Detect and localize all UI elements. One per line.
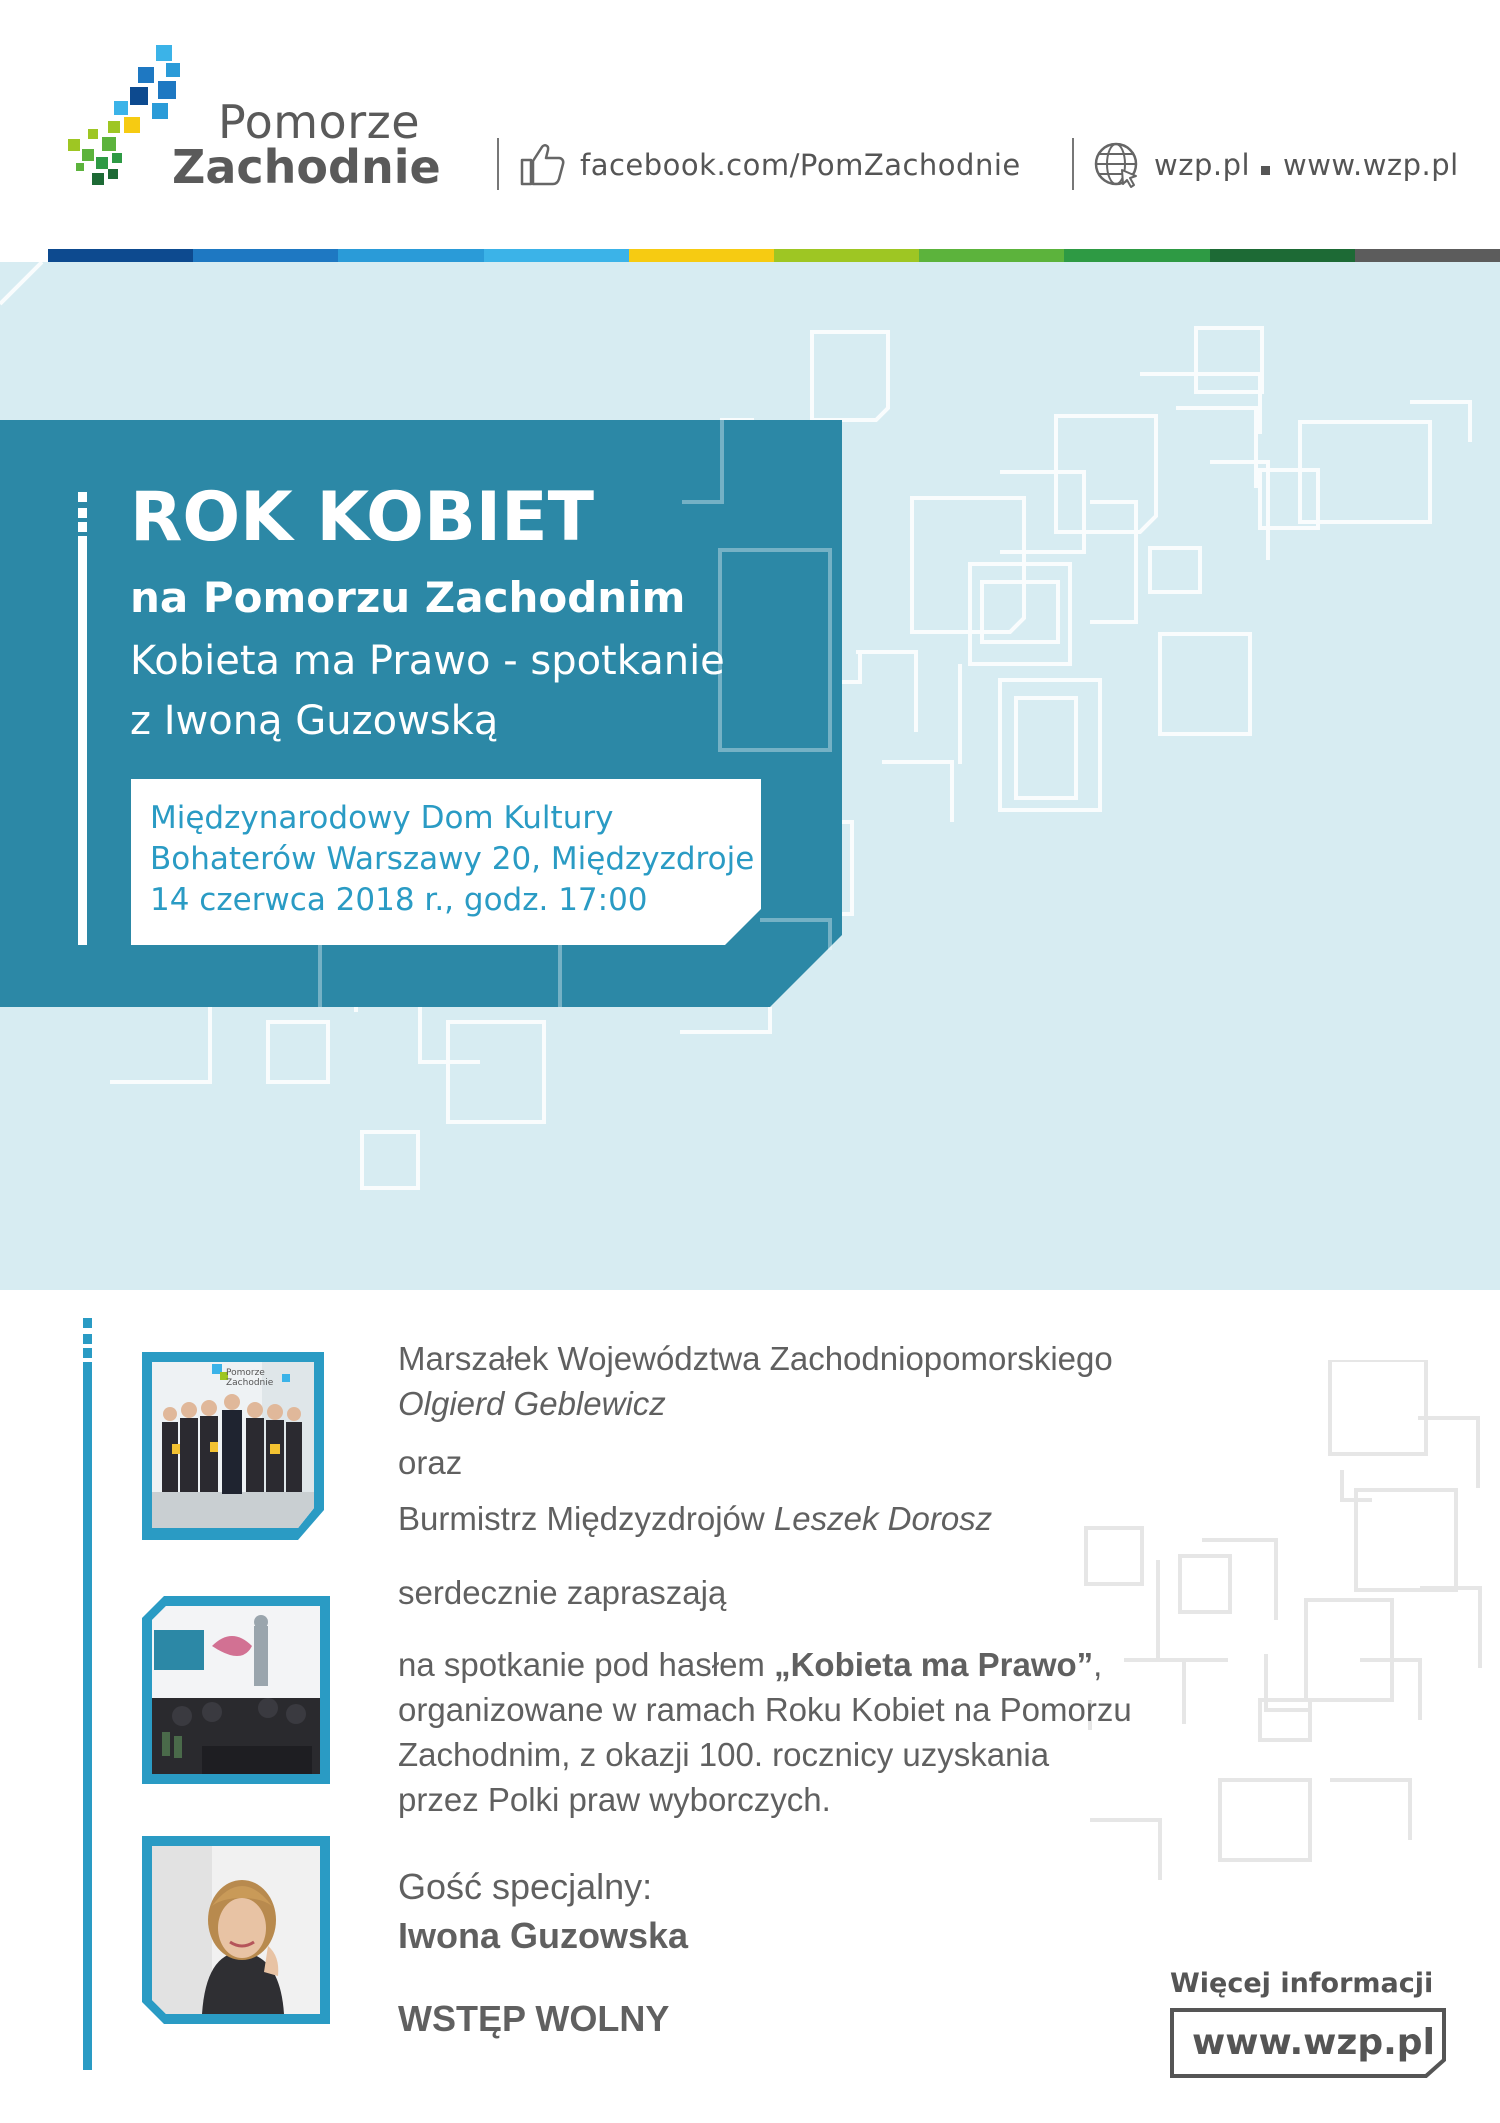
stripe-segment	[774, 249, 919, 262]
free-entry: WSTĘP WOLNY	[398, 1998, 670, 2039]
accent-dot	[83, 1348, 92, 1358]
more-info-label: Więcej informacji	[1170, 1968, 1434, 1999]
photo-guest	[142, 1836, 330, 2024]
event-title: ROK KOBIET	[130, 478, 594, 557]
accent-dot	[78, 492, 87, 502]
stripe-segment	[919, 249, 1064, 262]
header-separator	[497, 138, 499, 190]
header-bullet	[1261, 166, 1270, 175]
stripe-segment	[338, 249, 483, 262]
event-subtitle: na Pomorzu Zachodnim	[130, 573, 686, 622]
mayor-name: Leszek Dorosz	[773, 1500, 993, 1537]
guest-name: Iwona Guzowska	[398, 1915, 689, 1956]
lower-decorative-squares	[1080, 1360, 1500, 1880]
thumbs-up-icon	[518, 140, 566, 188]
more-info-url[interactable]: www.wzp.pl	[1192, 2022, 1435, 2063]
venue-name: Międzynarodowy Dom Kultury	[150, 800, 614, 836]
stripe-segment	[484, 249, 629, 262]
facebook-link[interactable]: facebook.com/PomZachodnie	[580, 148, 1021, 182]
logo-line1: Pomorze	[218, 95, 421, 149]
meeting-prefix: na spotkanie pod hasłem	[398, 1646, 765, 1683]
stripe-segment	[193, 249, 338, 262]
venue-address: Bohaterów Warszawy 20, Międzyzdroje	[150, 841, 755, 877]
accent-dot	[78, 522, 87, 532]
accent-dot	[83, 1318, 92, 1328]
photo-presentation	[142, 1596, 330, 1784]
logo-line2: Zachodnie	[172, 140, 441, 194]
mayor-title: Burmistrz Międzyzdrojów	[398, 1500, 765, 1537]
header-separator-2	[1072, 138, 1074, 190]
globe-icon	[1092, 140, 1142, 190]
site-short-link[interactable]: wzp.pl	[1154, 148, 1251, 182]
and-text: oraz	[398, 1444, 463, 1481]
site-full-link[interactable]: www.wzp.pl	[1283, 148, 1459, 182]
lower-accent-bar	[83, 1362, 92, 2070]
event-name: Kobieta ma Prawo - spotkanie	[130, 638, 725, 684]
guest-label: Gość specjalny:	[398, 1866, 653, 1907]
title-accent-bar	[78, 536, 87, 945]
meeting-line1: na spotkanie pod hasłem „Kobieta ma Prawo”,	[398, 1646, 1103, 1683]
stripe-segment	[629, 249, 774, 262]
stripe-segment	[1355, 249, 1500, 262]
invite-text: serdecznie zapraszają	[398, 1574, 727, 1611]
event-datetime: 14 czerwca 2018 r., godz. 17:00	[150, 882, 648, 918]
meeting-slogan: „Kobieta ma Prawo”	[774, 1646, 1094, 1683]
color-stripe	[48, 249, 1500, 262]
photo-group	[142, 1352, 324, 1540]
event-guest-line: z Iwoną Guzowską	[130, 698, 499, 744]
meeting-line4: przez Polki praw wyborczych.	[398, 1781, 831, 1818]
stripe-segment	[1064, 249, 1209, 262]
accent-dot	[83, 1334, 92, 1344]
stripe-segment	[48, 249, 193, 262]
meeting-line2: organizowane w ramach Roku Kobiet na Pomorzu	[398, 1691, 1132, 1728]
meeting-line3: Zachodnim, z okazji 100. rocznicy uzyskania	[398, 1736, 1050, 1773]
photo-logo-text: Pomorze Zachodnie	[226, 1368, 274, 1388]
marshal-name: Olgierd Geblewicz	[398, 1385, 666, 1422]
logo-mark-icon	[68, 45, 188, 195]
mayor-line	[398, 1500, 992, 1538]
accent-dot	[78, 508, 87, 518]
marshal-title: Marszałek Województwa Zachodniopomorskiego	[398, 1340, 1113, 1377]
stripe-segment	[1210, 249, 1355, 262]
